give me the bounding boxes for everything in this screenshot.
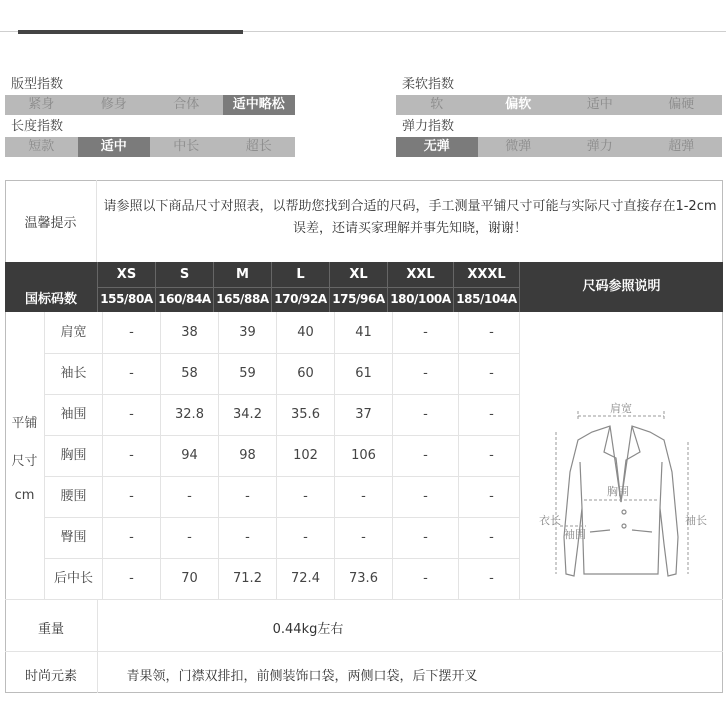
diagram-label-chest: 胸围	[607, 485, 629, 498]
group-label-line-1: 平铺	[11, 416, 38, 431]
group-label-line-3: cm	[14, 488, 35, 503]
cell-value: 102	[276, 435, 334, 476]
cell-value: -	[102, 394, 160, 435]
table-row	[44, 435, 524, 476]
length-option-2: 中长	[173, 139, 200, 154]
cell-value: -	[392, 435, 458, 476]
cell-value: 37	[334, 394, 392, 435]
table-row	[44, 312, 524, 353]
footer-divider	[5, 651, 723, 652]
row-divider	[44, 558, 519, 559]
cell-value: -	[458, 435, 524, 476]
row-name: 肩宽	[44, 312, 102, 353]
std-code-xs: 155/80A	[97, 287, 155, 312]
row-divider	[44, 517, 519, 518]
cell-value: 71.2	[218, 558, 276, 599]
std-code-xl: 175/96A	[329, 287, 387, 312]
elastic-option-2: 弹力	[586, 139, 613, 154]
style-label: 时尚元素	[24, 669, 77, 684]
std-code-xxl: 180/100A	[387, 287, 453, 312]
fit-option-3: 适中略松	[223, 95, 296, 115]
std-code-label: 国标码数	[24, 292, 77, 307]
cell-value: -	[102, 435, 160, 476]
length-index-title: 长度指数	[11, 119, 64, 134]
cell-value: -	[392, 394, 458, 435]
weight-label: 重量	[37, 622, 64, 637]
row-name: 臀围	[44, 517, 102, 558]
weight-value: 0.44kg左右	[272, 622, 344, 637]
cell-value: 40	[276, 312, 334, 353]
cell-value: -	[334, 476, 392, 517]
size-reference-column	[519, 312, 723, 599]
length-option-3: 超长	[245, 139, 272, 154]
softness-option-1: 偏软	[505, 97, 532, 112]
cell-value: 34.2	[218, 394, 276, 435]
fit-option-1: 修身	[100, 97, 127, 112]
cell-value: -	[392, 312, 458, 353]
diagram-label-length: 衣长	[539, 514, 561, 527]
cell-value: -	[392, 476, 458, 517]
cell-value: -	[102, 476, 160, 517]
elastic-index-bar	[396, 137, 722, 157]
row-name: 胸围	[44, 435, 102, 476]
table-row	[44, 353, 524, 394]
cell-value: -	[102, 517, 160, 558]
cell-value: 106	[334, 435, 392, 476]
cell-value: -	[102, 558, 160, 599]
row-divider	[44, 476, 519, 477]
cell-value: 98	[218, 435, 276, 476]
cell-value: 60	[276, 353, 334, 394]
std-code-s: 160/84A	[155, 287, 213, 312]
cell-value: -	[160, 476, 218, 517]
cell-value: 70	[160, 558, 218, 599]
std-code-m: 165/88A	[213, 287, 271, 312]
cell-value: -	[276, 517, 334, 558]
cell-value: -	[458, 558, 524, 599]
cell-value: 32.8	[160, 394, 218, 435]
cell-value: -	[102, 312, 160, 353]
size-header-row	[97, 262, 519, 287]
size-header-s: S	[155, 262, 213, 287]
length-option-0: 短款	[28, 139, 55, 154]
size-reference-title: 尺码参照说明	[519, 262, 723, 312]
fit-index-title: 版型指数	[11, 77, 64, 92]
cell-value: 58	[160, 353, 218, 394]
cell-value: -	[392, 558, 458, 599]
std-code-row	[97, 287, 519, 312]
cell-value: 35.6	[276, 394, 334, 435]
size-header-xl: XL	[329, 262, 387, 287]
row-name: 腰围	[44, 476, 102, 517]
cell-value: -	[392, 517, 458, 558]
row-name: 袖长	[44, 353, 102, 394]
jacket-diagram	[520, 312, 724, 599]
cell-value: -	[458, 312, 524, 353]
cell-value: -	[276, 476, 334, 517]
cell-value: 94	[160, 435, 218, 476]
softness-index-bar	[396, 95, 722, 115]
top-accent-bar	[18, 30, 243, 34]
tip-label: 温馨提示	[5, 180, 97, 262]
cell-value: 59	[218, 353, 276, 394]
row-divider	[44, 353, 519, 354]
footer-divider	[5, 599, 723, 600]
size-header-l: L	[271, 262, 329, 287]
table-row	[44, 558, 524, 599]
softness-option-0: 软	[430, 97, 444, 112]
table-row	[44, 476, 524, 517]
cell-value: 41	[334, 312, 392, 353]
length-option-1: 适中	[78, 137, 151, 157]
elastic-index-title: 弹力指数	[402, 119, 455, 134]
softness-option-3: 偏硬	[668, 97, 695, 112]
footer-column-divider	[97, 599, 98, 693]
fit-index-bar	[5, 95, 295, 115]
size-header-xxxl: XXXL	[453, 262, 519, 287]
cell-value: -	[458, 476, 524, 517]
fit-option-2: 合体	[173, 97, 200, 112]
row-name: 后中长	[44, 558, 102, 599]
diagram-label-shoulder: 肩宽	[610, 402, 632, 415]
table-row	[44, 517, 524, 558]
cell-value: -	[160, 517, 218, 558]
size-header-xxl: XXL	[387, 262, 453, 287]
fit-option-0: 紧身	[28, 97, 55, 112]
cell-value: 72.4	[276, 558, 334, 599]
group-label-line-2: 尺寸	[11, 454, 38, 469]
size-header-m: M	[213, 262, 271, 287]
cell-value: -	[458, 394, 524, 435]
cell-value: -	[392, 353, 458, 394]
cell-value: -	[218, 517, 276, 558]
row-name: 袖围	[44, 394, 102, 435]
cell-value: -	[334, 517, 392, 558]
tip-text: 请参照以下商品尺寸对照表，以帮助您找到合适的尺码，手工测量平铺尺寸可能与实际尺寸直接存在1-2cm误差，还请买家理解并事先知晓，谢谢！	[103, 199, 717, 236]
length-index-bar	[5, 137, 295, 157]
size-header-xs: XS	[97, 262, 155, 287]
size-table-header	[5, 262, 723, 312]
diagram-label-sleeve-length: 袖长	[685, 514, 707, 527]
style-value: 青果领，门襟双排扣，前侧装饰口袋，两侧口袋，后下摆开叉	[126, 669, 478, 684]
cell-value: -	[458, 517, 524, 558]
row-divider	[44, 435, 519, 436]
cell-value: 38	[160, 312, 218, 353]
cell-value: -	[218, 476, 276, 517]
elastic-option-1: 微弹	[505, 139, 532, 154]
elastic-option-0: 无弹	[396, 137, 478, 157]
cell-value: -	[102, 353, 160, 394]
flat-size-group-label	[5, 312, 44, 599]
softness-index-title: 柔软指数	[402, 77, 455, 92]
std-code-l: 170/92A	[271, 287, 329, 312]
std-code-xxxl: 185/104A	[453, 287, 519, 312]
row-divider	[44, 394, 519, 395]
cell-value: 39	[218, 312, 276, 353]
cell-value: 61	[334, 353, 392, 394]
cell-value: -	[458, 353, 524, 394]
elastic-option-3: 超弹	[668, 139, 695, 154]
diagram-label-sleeve-girth: 袖围	[564, 528, 586, 541]
softness-option-2: 适中	[586, 97, 613, 112]
cell-value: 73.6	[334, 558, 392, 599]
table-row	[44, 394, 524, 435]
